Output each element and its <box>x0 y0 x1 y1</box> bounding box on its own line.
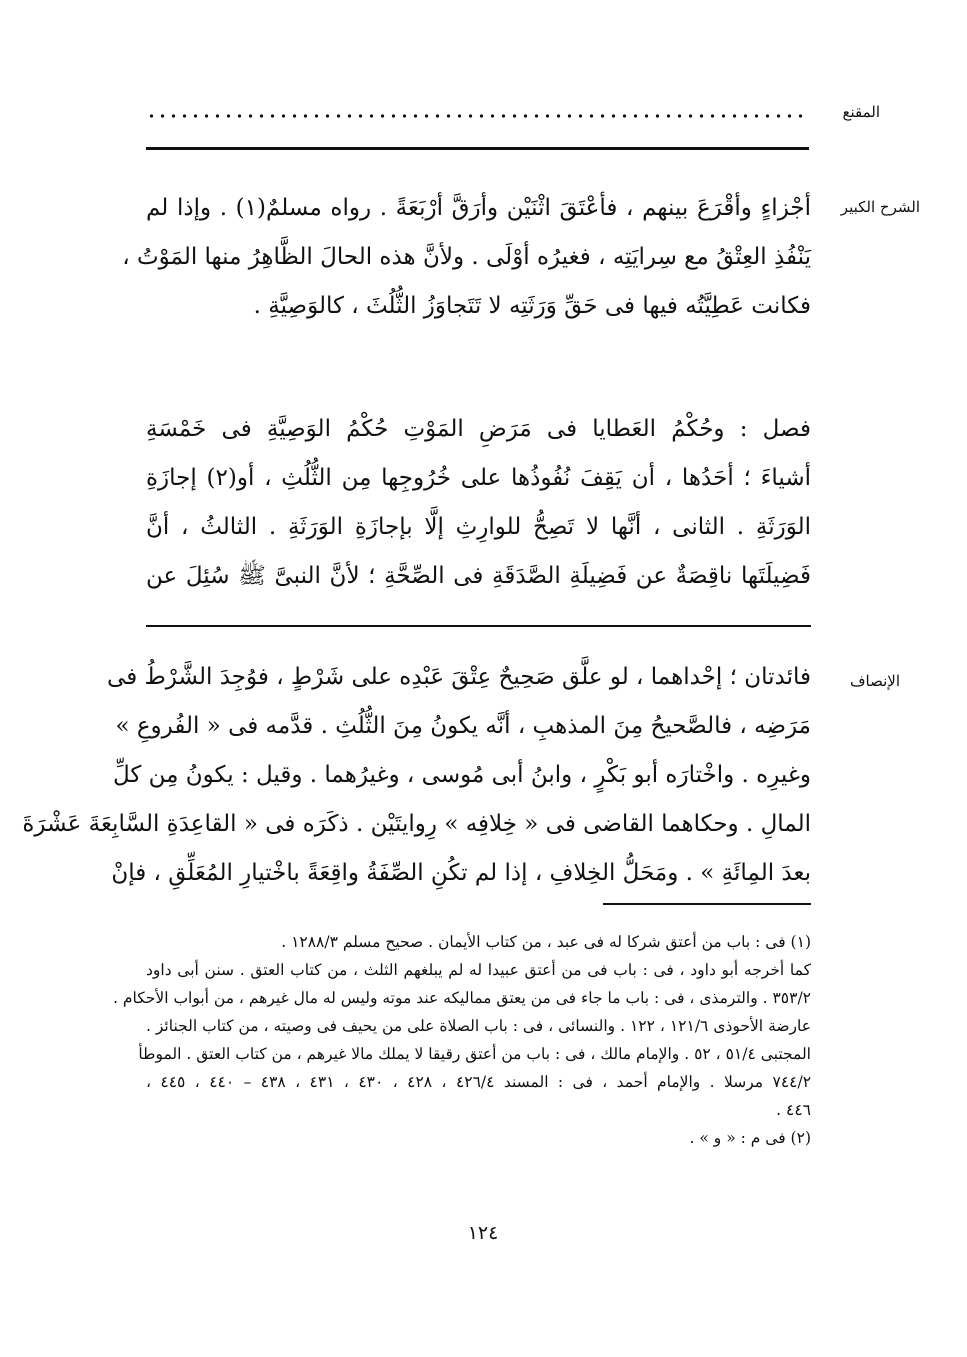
insaf-line: وغيرِه . واخْتارَه أبو بَكْرٍ ، وابنُ أبى مُوسى ، وغيرُهما . وقيل : يكونُ مِن كلِّ <box>112 762 811 788</box>
sharh-line: أجْزاءٍ وأقْرَعَ بينهم ، فأعْتَقَ اثْنَيْن وأرَقَّ أرْبَعَةً . رواه مسلمٌ(١) . وإذا لم <box>146 195 811 221</box>
footnote-line: المجتبى ٥١/٤ ، ٥٢ . والإمام مالك ، فى : باب من أعتق رقيقا لا يملك مالا غيرهم ، من كتاب العتق . الموطأ <box>138 1045 811 1063</box>
footnote-rule <box>603 903 811 905</box>
footnotes <box>113 928 812 1152</box>
insaf-line: المالِ . وحكاهما القاضى فى « خِلافِه » رِوايتَيْن . ذكَرَه فى « القاعِدَةِ السَّابِعَةَ عَشْرَةَ <box>22 811 811 837</box>
footnote-line: (١) فى : باب من أعتق شركا له فى عبد ، من كتاب الأيمان . صحيح مسلم ١٢٨٨/٣ . <box>281 933 811 951</box>
header-rule <box>146 147 809 150</box>
insaf-line: بعدَ المِائَةِ » . ومَحَلُّ الخِلافِ ، إذا لم تكُنِ الصِّفَةُ واقِعَةً باخْتيارِ المُعَلِّقِ ، فإنْ <box>111 860 811 886</box>
insaf-line: مَرَضِه ، فالصَّحيحُ مِنَ المذهبِ ، أنَّه يكونُ مِنَ الثُّلُثِ . قدَّمه فى « الفُروعِ » <box>115 713 811 739</box>
fasl-line: الوَرَثَةِ . الثانى ، أنَّها لا تَصِحُّ للوارِثِ إلَّا بإجازَةِ الوَرَثَةِ . الثالثُ ، أنَّ <box>146 514 811 540</box>
footnote-line: ٣٥٣/٢ . والترمذى ، فى : باب ما جاء فى من يعتق مماليكه عند موته وليس له مال غيرهم ، من أبواب الأحكام . <box>113 989 811 1007</box>
footnote-line: كما أخرجه أبو داود ، فى : باب فى من أعتق عبيدا له لم يبلغهم الثلث ، من كتاب العتق . سنن أبى داود <box>146 961 811 979</box>
footnote-line: ٧٤٤/٢ مرسلا . والإمام أحمد ، فى : المسند ٤٢٦/٤ ، ٤٢٨ ، ٤٣٠ ، ٤٣١ ، ٤٣٨ – ٤٤٠ ، ٤٤٥ ، <box>146 1073 812 1091</box>
running-header-title: المقنع <box>842 103 880 121</box>
fasl-line: فَضِيلَتَها ناقِصَةٌ عن فَضِيلَةِ الصَّدَقَةِ فى الصِّحَّةِ ؛ لأنَّ النبىَّ ﷺ سُئِلَ عن <box>146 563 811 589</box>
sharh-line: يَنْفُذِ العِتْقُ مع سِرايَتِه ، فغيرُه أوْلَى . ولأنَّ هذه الحالَ الظَّاهِرُ منها المَوْتُ ، <box>122 244 811 270</box>
insaf-line: فائدتان ؛ إحْداهما ، لو علَّق صَحِيحٌ عِتْقَ عَبْدِه على شَرْطٍ ، فوُجِدَ الشَّرْطُ فى <box>107 664 811 690</box>
footnote-line: ٤٤٦ . <box>776 1101 811 1119</box>
fasl-text <box>146 405 811 601</box>
section-label-insaf: الإنصاف <box>849 672 900 690</box>
insaf-text <box>22 653 811 898</box>
section-label-sharh: الشرح الكبير <box>840 198 920 216</box>
header-dotted-line <box>146 110 806 122</box>
footnote-line: (٢) فى م : « و » . <box>689 1129 811 1147</box>
sharh-text <box>122 184 811 331</box>
footnote-line: عارضة الأحوذى ١٢١/٦ ، ١٢٢ . والنسائى ، فى : باب الصلاة على من يحيف فى وصيته ، من كتاب الجنائز . <box>146 1017 811 1035</box>
sharh-line: فكانت عَطِيَّتُه فيها فى حَقِّ وَرَثَتِه لا تَتَجاوَزُ الثُّلُثَ ، كالوَصِيَّةِ . <box>253 293 811 319</box>
fasl-line: فصل : وحُكْمُ العَطايا فى مَرَضِ المَوْتِ حُكْمُ الوَصِيَّةِ فى خَمْسَةِ <box>146 416 811 442</box>
fasl-line: أشياءَ ؛ أحَدُها ، أن يَقِفَ نُفُوذُها على خُرُوجِها مِن الثُّلُثِ ، أو(٢) إجازَةِ <box>146 465 811 491</box>
section-divider <box>146 625 811 627</box>
page-number: ١٢٤ <box>467 1222 499 1244</box>
